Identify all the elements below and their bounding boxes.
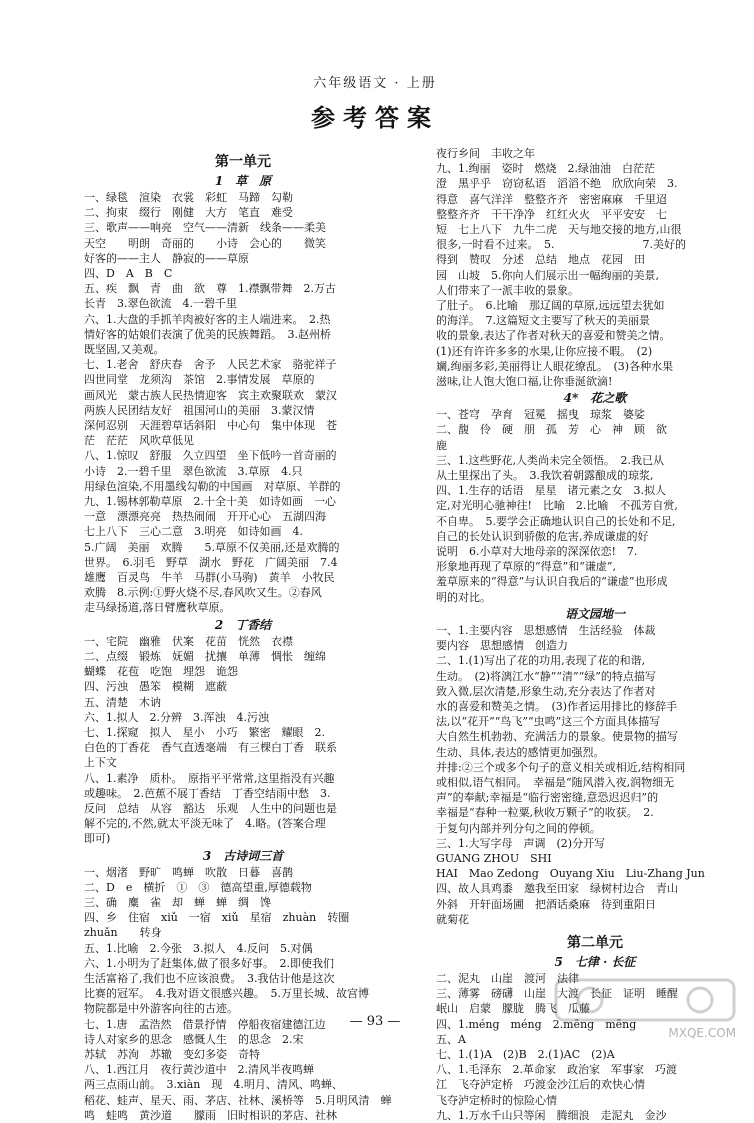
answer-line: 三、薄雾 磅礴 山崖 大渡 长征 证明 睡醒 xyxy=(436,987,678,1001)
answer-line: 七、1.老舍 舒庆春 舍予 人民艺术家 骆驼祥子 xyxy=(84,358,337,372)
answer-line: 七、1.(1)A (2)B 2.(1)AC (2)A xyxy=(436,1047,615,1061)
lesson-title: 3 古诗词三首 xyxy=(202,848,284,863)
answer-line: 两三点雨山前。 3.xiàn 现 4.明月、清风、鸣蝉、 xyxy=(84,1078,343,1092)
answer-line: 五、清楚 木讷 xyxy=(84,695,161,709)
answer-line: 四、1.méng méng 2.mēng mēng xyxy=(436,1017,637,1031)
answer-line: 得意 喜气洋洋 整整齐齐 密密麻麻 千里迢 xyxy=(436,192,667,206)
watermark-text: MXQE.COM xyxy=(668,1026,736,1040)
answer-line: 五、A xyxy=(436,1032,466,1046)
answer-line: 澄 黑乎乎 窃窃私语 滔滔不绝 欣欣向荣 3. xyxy=(436,177,678,191)
answer-line: 好客的——主人 静寂的——草原 xyxy=(84,251,249,265)
answer-line: 要内容 思想感情 创造力 xyxy=(436,639,568,653)
answer-line: 滋味,让人饱大饱口福,让你垂涎欲滴! xyxy=(436,375,613,389)
answer-line: 生动。 (2)将漓江水“静”“清”“绿”的特点描写 xyxy=(436,669,656,683)
answer-line: 欢腾 8.示例:①野火烧不尽,春风吹又生。②春风 xyxy=(84,586,322,600)
answer-line: 于复句内部并列分句之间的停顿。 xyxy=(436,821,601,835)
answer-line: 二、泥丸 山崖 渡河 法律 xyxy=(436,971,579,985)
answer-line: 四、故人具鸡黍 邀我至田家 绿树村边合 青山 xyxy=(436,882,678,896)
answer-line: 5.广阔 美丽 欢腾 5.草原不仅美丽,还是欢腾的 xyxy=(84,540,340,554)
answer-line: 或相似,语气相同。 幸福是“随风潜入夜,润物细无 xyxy=(436,775,675,789)
lesson4-answers xyxy=(436,407,754,605)
answer-line: 生动、具体,表达的感情更加强烈。 xyxy=(436,745,605,759)
answer-line: 雄鹰 百灵鸟 牛羊 马群(小马驹) 黄羊 小牧民 xyxy=(84,571,335,585)
lesson-title: 2 丁香结 xyxy=(214,617,272,632)
lesson1-answers xyxy=(84,190,402,616)
answer-line: 一、苍穹 孕育 冠冕 摇曳 琼浆 婆娑 xyxy=(436,408,645,422)
answer-line: 诗人对家乡的思念 感慨人生 的思念 2.宋 xyxy=(84,1032,304,1046)
answer-line: 一、宅院 幽雅 伏案 花苗 恍然 衣襟 xyxy=(84,634,293,648)
answer-line: 世界。 6.羽毛 野草 湖水 野花 广阔美丽 7.4 xyxy=(84,555,338,569)
lesson-title: 4* 花之歌 xyxy=(563,391,627,406)
answer-line: 小诗 2.一碧千里 翠色欲流 3.草原 4.只 xyxy=(84,464,303,478)
answer-line: 二、馥 伶 硬 朋 孤 芳 心 神 顾 欲 xyxy=(436,423,667,437)
answer-line: 岷山 启蒙 朦胧 腾飞 瓜藤 xyxy=(436,1002,590,1016)
answer-line: 从土里探出了头。 3.我饮着朝露酿成的琼浆, xyxy=(436,469,654,483)
answer-line: 三、确 麋 雀 却 蝉 蝉 绸 馋 xyxy=(84,895,271,909)
answer-line: 天空 明朗 奇丽的 小诗 会心的 微笑 xyxy=(84,236,326,250)
answer-line: 三、1.大写字母 声调 (2)分开写 xyxy=(436,836,606,850)
answer-line: 既坚固,又美观。 xyxy=(84,343,165,357)
answer-line: 长青 3.翠色欲流 4.一碧千里 xyxy=(84,297,237,311)
lesson3-answers xyxy=(84,865,402,1123)
answer-line: 就菊花 xyxy=(436,912,469,926)
answer-line: 九、1.绚丽 姿时 燃烧 2.绿油油 白茫茫 xyxy=(436,162,655,176)
answer-line: 物院都是中外游客向往的古迹。 xyxy=(84,1002,238,1016)
answer-line: 三、1.这些野花,人类尚未完全领悟。 2.我已从 xyxy=(436,453,664,467)
answer-line: 一意 漂漂亮亮 热热闹闹 开开心心 五湖四海 xyxy=(84,510,326,524)
answer-line: 一、烟渚 野旷 鸣蝉 吹散 日暮 喜鹊 xyxy=(84,865,293,879)
answer-line: 的海洋。 7.这篇短文主要写了秋天的美丽景 xyxy=(436,314,650,328)
answer-line: 声”的奉献;幸福是“临行密密缝,意恐迟迟归”的 xyxy=(436,791,659,805)
answer-line: 二、D e 横折 ① ③ 德高望重,厚德载物 xyxy=(84,880,312,894)
answer-line: 七、1.唐 孟浩然 借景抒情 停船夜宿建德江边 xyxy=(84,1017,326,1031)
answer-line: 并排:②三个或多个句子的意义相关或相近,结构相同 xyxy=(436,760,686,774)
unit-title: 第二单元 xyxy=(567,934,623,951)
answer-line: 深何忍别 天涯碧草话斜阳 中心句 集中体现 苍 xyxy=(84,419,337,433)
answer-line: 四、污浊 愚笨 模糊 遮蔽 xyxy=(84,680,227,694)
answer-line: 八、1.西江月 夜行黄沙道中 2.清风半夜鸣蝉 xyxy=(84,1063,314,1077)
answer-line: 自己的长处认识到骄傲的危害,养成谦虚的好 xyxy=(436,529,649,543)
section-title: 语文园地一 xyxy=(564,606,625,621)
lesson2-answers xyxy=(84,634,402,847)
answer-line: 情好客的姑娘们表演了优美的民族舞蹈。 3.赵州桥 xyxy=(84,327,331,341)
answer-line: 江 飞夺泸定桥 巧渡金沙江后的欢快心情 xyxy=(436,1078,645,1092)
answer-line: 收的景象,表达了作者对秋天的喜爱和赞美之情。 xyxy=(436,329,671,343)
answer-line: 羞草原来的“得意”与认识自我后的“谦虚”也形成 xyxy=(436,575,668,589)
answer-line: 外斜 开轩面场圃 把酒话桑麻 待到重阳日 xyxy=(436,897,656,911)
answer-line: 生活富裕了,我们也不应该浪费。 3.我估计他是这次 xyxy=(84,971,335,985)
answer-line: 人们带来了一派丰收的景象。 xyxy=(436,283,579,297)
answer-line: 二、点缀 锻炼 妩媚 扰攘 单薄 惆怅 缠绵 xyxy=(84,649,326,663)
answer-line: 法,以“花开”“鸟飞”“虫鸣”这三个方面具体描写 xyxy=(436,715,661,729)
answer-line: 解不完的,不然,就太平淡无味了 4.略。(答案合理 xyxy=(84,817,326,831)
answer-line: 鹿 xyxy=(436,438,447,452)
answer-line: 斓,绚丽多彩,美丽得让人眼花缭乱。 (3)各种水果 xyxy=(436,359,674,373)
answer-line: 致入微,层次清楚,形象生动,充分表达了作者对 xyxy=(436,684,656,698)
answer-line: 大自然生机勃勃、充满活力的景象。使景物的描写 xyxy=(436,730,678,744)
answer-line: 明的对比。 xyxy=(436,590,491,604)
answer-line: zhuǎn 转身 xyxy=(84,926,162,940)
answer-line: 夜行乡间 丰收之年 xyxy=(436,147,535,160)
answer-line: 六、1.小明为了赶集体,做了很多好事。 2.即使我们 xyxy=(84,956,334,970)
book-subtitle: 六年级语文 · 上册 xyxy=(313,76,437,91)
answer-line: HAI Mao Zedong Ouyang Xiu Liu-Zhang Jun xyxy=(436,867,705,881)
answer-line: 四、乡 住宿 xiǔ 一宿 xiǔ 星宿 zhuàn 转圈 xyxy=(84,911,350,925)
answer-line: 两族人民团结友好 祖国河山的美丽 3.蒙汉情 xyxy=(84,403,315,417)
answer-line: 九、1.万水千山只等闲 腾细浪 走泥丸 金沙 xyxy=(436,1108,667,1122)
answer-line: 即可) xyxy=(84,832,111,846)
answer-line: 得到 赞叹 分述 总结 地点 花园 田 xyxy=(436,253,645,267)
answer-line: 茫 茫茫 风吹草低见 xyxy=(84,434,194,448)
answer-line: 走马绿扬道,落日臂鹰秋草原。 xyxy=(84,601,231,615)
answer-line: 了肚子。 6.比喻 那辽阔的草原,远远望去犹如 xyxy=(436,299,665,313)
answer-line: 比赛的冠军。 4.我对语文很感兴趣。 5.万里长城、故宫博 xyxy=(84,987,369,1001)
answer-line: 幸福是“春种一粒粟,秋收万颗子”的收获。 2. xyxy=(436,806,654,820)
answer-line: 七、1.探窥 拟人 星小 小巧 繁密 耀眼 2. xyxy=(84,725,325,739)
unit-title: 第一单元 xyxy=(215,154,271,170)
answer-line: 短 七上八下 九牛二虎 天与地交接的地方,山很 xyxy=(436,223,682,237)
answer-line: 九、1.锡林郭勒草原 2.十全十美 如诗如画 一心 xyxy=(84,495,336,509)
answer-line: 八、1.惊叹 舒服 久立四望 坐下低吟一首奇丽的 xyxy=(84,449,337,463)
answer-line: 鸣 蛙鸣 黄沙道 朦雨 旧时相识的茅店、社林 xyxy=(84,1108,337,1122)
answer-line: 园 山坡 5.你向人们展示出一幅绚丽的美景, xyxy=(436,268,659,282)
answer-line: 四、1.生存的话语 星星 诸元素之女 3.拟人 xyxy=(436,484,666,498)
answer-line: 四世同堂 龙须沟 茶馆 2.事情发展 草原的 xyxy=(84,373,315,387)
answer-line: 整整齐齐 干干净净 红红火火 平平安安 七 xyxy=(436,207,667,221)
answer-line: 说明 6.小草对大地母亲的深深依恋! 7. xyxy=(436,545,638,559)
lesson3-answers-continued xyxy=(436,146,754,389)
answer-line: 白色的丁香花 香气直透毫端 有三棵白丁香 联系 xyxy=(84,741,337,755)
answer-line: 八、1.素净 质朴。 原指平平常常,这里指没有兴趣 xyxy=(84,771,335,785)
answer-line: 五、1.比喻 2.今张 3.拟人 4.反问 5.对偶 xyxy=(84,941,313,955)
answer-line: 定,对光明心驰神往! 比喻 2.比喻 不孤芳自赏, xyxy=(436,499,678,513)
answer-line: 一、绿毯 渲染 衣裳 彩虹 马蹄 勾勒 xyxy=(84,191,293,204)
lesson-title: 5 七律 · 长征 xyxy=(554,954,636,969)
page-number: — 93 — xyxy=(349,1014,401,1029)
answer-line: 三、歌声——响亮 空气——清新 线条——柔美 xyxy=(84,221,326,235)
answer-line: 很多,一时看不过来。 5. 7.美好的 xyxy=(436,238,686,252)
answer-line: 飞夺泸定桥时的惊险心情 xyxy=(436,1093,557,1107)
answer-line: 七上八下 三心二意 3.明亮 如诗如画 4. xyxy=(84,525,303,539)
answer-line: 反问 总结 从容 豁达 乐观 人生中的问题也是 xyxy=(84,801,337,815)
answer-line: 二、1.(1)写出了花的功用,表现了花的和谐, xyxy=(436,654,646,668)
answer-line: (1)还有许许多多的水果,让你应接不暇。 (2) xyxy=(436,344,653,358)
page-title: 参考答案 xyxy=(311,104,439,132)
answer-line: 形象地再现了草原的“得意”和“谦虚”, xyxy=(436,560,616,574)
lesson-title: 1 草 原 xyxy=(214,174,272,188)
answer-line: 稻花、蛙声、星天、雨、茅店、社林、溪桥等 5.月明风清 蝉 xyxy=(84,1093,392,1107)
answer-line: 五、疾 飘 青 曲 欲 尊 1.襟飘带舞 2.万古 xyxy=(84,282,336,296)
answer-line: 四、D A B C xyxy=(84,267,173,281)
answer-line: 八、1.毛泽东 2.革命家 政治家 军事家 巧渡 xyxy=(436,1063,677,1077)
answer-line: 六、1.大盘的手抓羊肉被好客的主人端进来。 2.热 xyxy=(84,312,331,326)
answer-line: 或趣味。 2.芭蕉不展丁香结 丁香空结雨中愁 3. xyxy=(84,786,331,800)
answer-line: 不自卑。 5.要学会正确地认识自己的长处和不足, xyxy=(436,514,676,528)
answer-line: 二、拘束 缀行 刚健 大方 笔直 难受 xyxy=(84,206,293,220)
answer-line: 水的喜爱和赞美之情。 (3)作者运用排比的修辞手 xyxy=(436,699,678,713)
answer-line: GUANG ZHOU SHI xyxy=(436,851,552,865)
answer-line: 上下文 xyxy=(84,756,117,770)
answer-line: 六、1.拟人 2.分辨 3.浑浊 4.污浊 xyxy=(84,710,269,724)
answer-line: 一、1.主要内容 思想感情 生活经验 体裁 xyxy=(436,623,656,637)
answer-line: 苏轼 苏洵 苏辙 变幻多姿 奇特 xyxy=(84,1047,260,1061)
answer-line: 蝴蝶 花苞 吃饱 埋怨 诡怨 xyxy=(84,665,238,679)
answer-line: 画风光 蒙古族人民热情迎客 宾主欢聚联欢 蒙汉 xyxy=(84,388,337,402)
garden-answers xyxy=(436,623,754,927)
answer-line: 用绿色渲染,不用墨线勾勒的中国画 对草原、羊群的 xyxy=(84,479,341,493)
